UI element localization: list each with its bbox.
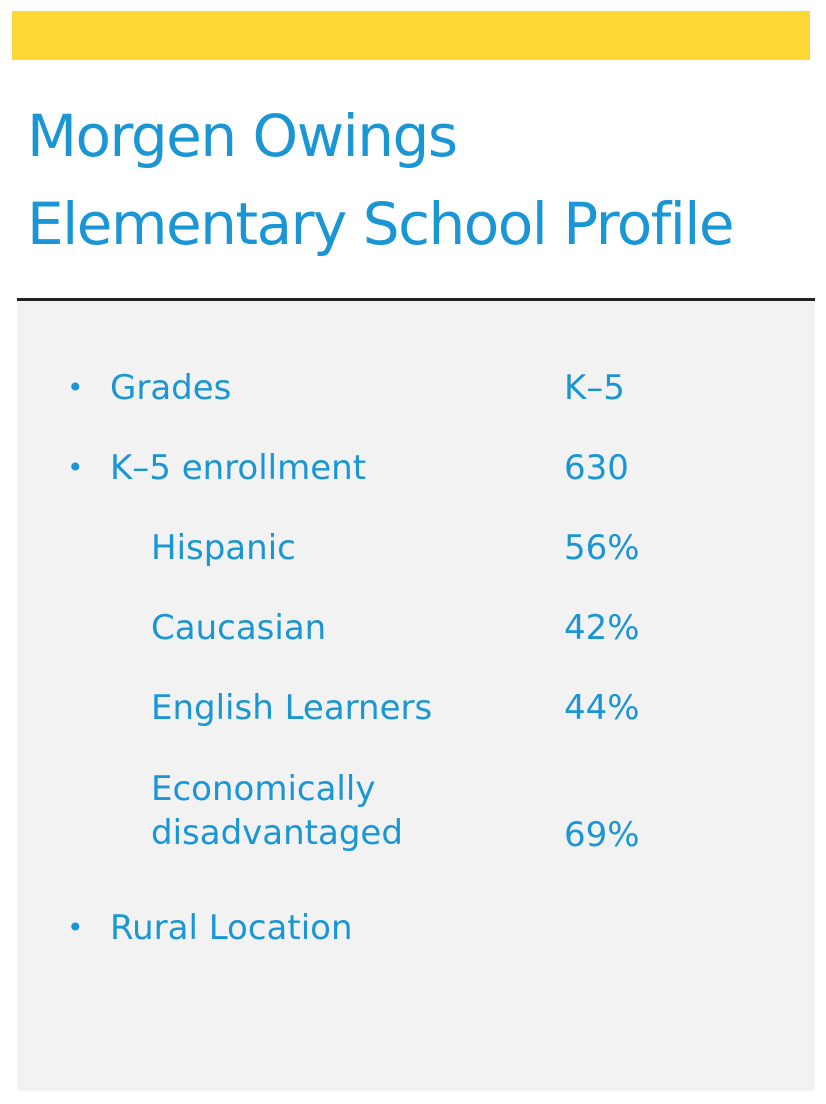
english-learners-label: English Learners — [151, 688, 433, 728]
caucasian-value: 42% — [564, 608, 640, 648]
economically-disadvantaged-value: 69% — [564, 815, 640, 855]
hispanic-value: 56% — [564, 528, 640, 568]
title-line-1: Morgen Owings — [27, 102, 457, 170]
rural-label: Rural Location — [110, 908, 353, 948]
profile-panel — [17, 301, 815, 1091]
bullet-icon: • — [67, 371, 84, 404]
enrollment-value: 630 — [564, 448, 629, 488]
title-line-2: Elementary School Profile — [27, 190, 734, 258]
economically-disadvantaged-label-line-2: disadvantaged — [151, 813, 403, 853]
enrollment-label: K–5 enrollment — [110, 448, 367, 488]
hispanic-label: Hispanic — [151, 528, 296, 568]
bullet-icon: • — [67, 451, 84, 484]
page-title — [27, 92, 817, 268]
economically-disadvantaged-label — [151, 767, 403, 855]
accent-bar — [12, 11, 810, 60]
profile-row-economically-disadvantaged — [17, 767, 815, 855]
caucasian-label: Caucasian — [151, 608, 327, 648]
bullet-icon: • — [67, 911, 84, 944]
economically-disadvantaged-label-line-1: Economically — [151, 769, 376, 809]
grades-value: K–5 — [564, 368, 625, 408]
english-learners-value: 44% — [564, 688, 640, 728]
grades-label: Grades — [110, 368, 232, 408]
